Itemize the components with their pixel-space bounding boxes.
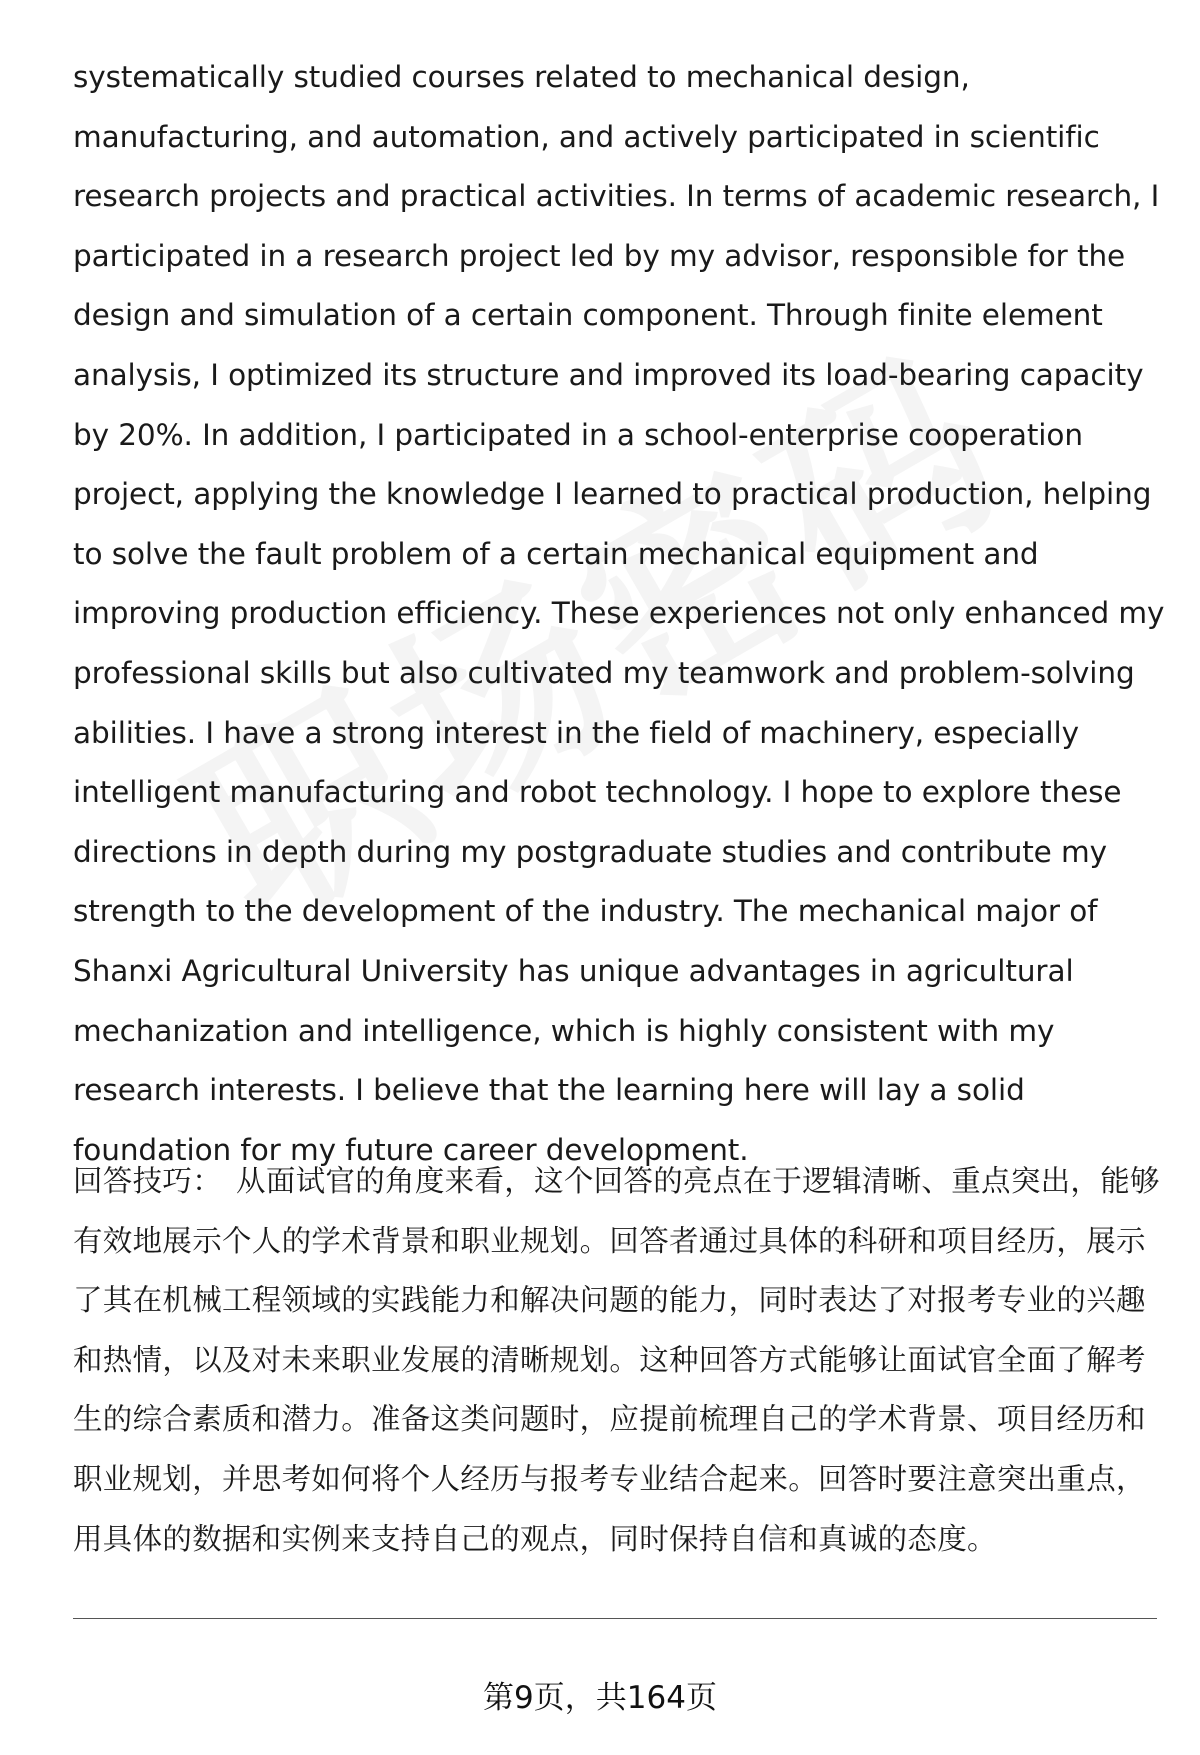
page-number: 第9页，共164页	[483, 1680, 717, 1716]
answer-tips	[73, 1152, 1161, 1569]
answer-paragraph: systematically studied courses related to mechanical design, manufacturing, and automation, and actively participated in scientific research projects and practical activities. In terms of academic research, I participated in a research project led by my advisor, responsible for the design and simulation of a certain component. Through finite element analysis, I optimized its structure and improved its load-bearing capacity by 20%. In addition, I participated in a school-enterprise cooperation project, applying the knowledge I learned to practical production, helping to solve the fault problem of a certain mechanical equipment and improving production efficiency. These experiences not only enhanced my professional skills but also cultivated my teamwork and problem-solving abilities. I have a strong interest in the field of machinery, especially intelligent manufacturing and robot technology. I hope to explore these directions in depth during my postgraduate studies and contribute my strength to the development of the industry. The mechanical major of Shanxi Agricultural University has unique advantages in agricultural mechanization and intelligence, which is highly consistent with my research interests. I believe that the learning here will lay a solid foundation for my future career development.	[73, 60, 1165, 1167]
tips-label: 回答技巧：	[73, 1164, 223, 1198]
footer-divider	[73, 1618, 1157, 1619]
tips-text: 从面试官的角度来看，这个回答的亮点在于逻辑清晰、重点突出，能够有效地展示个人的学术背景和职业规划。回答者通过具体的科研和项目经历，展示了其在机械工程领域的实践能力和解决问题的能力，同时表达了对报考专业的兴趣和热情，以及对未来职业发展的清晰规划。这种回答方式能够让面试官全面了解考生的综合素质和潜力。准备这类问题时，应提前梳理自己的学术背景、项目经历和职业规划，并思考如何将个人经历与报考专业结合起来。回答时要注意突出重点，用具体的数据和实例来支持自己的观点，同时保持自信和真诚的态度。	[73, 1164, 1160, 1556]
